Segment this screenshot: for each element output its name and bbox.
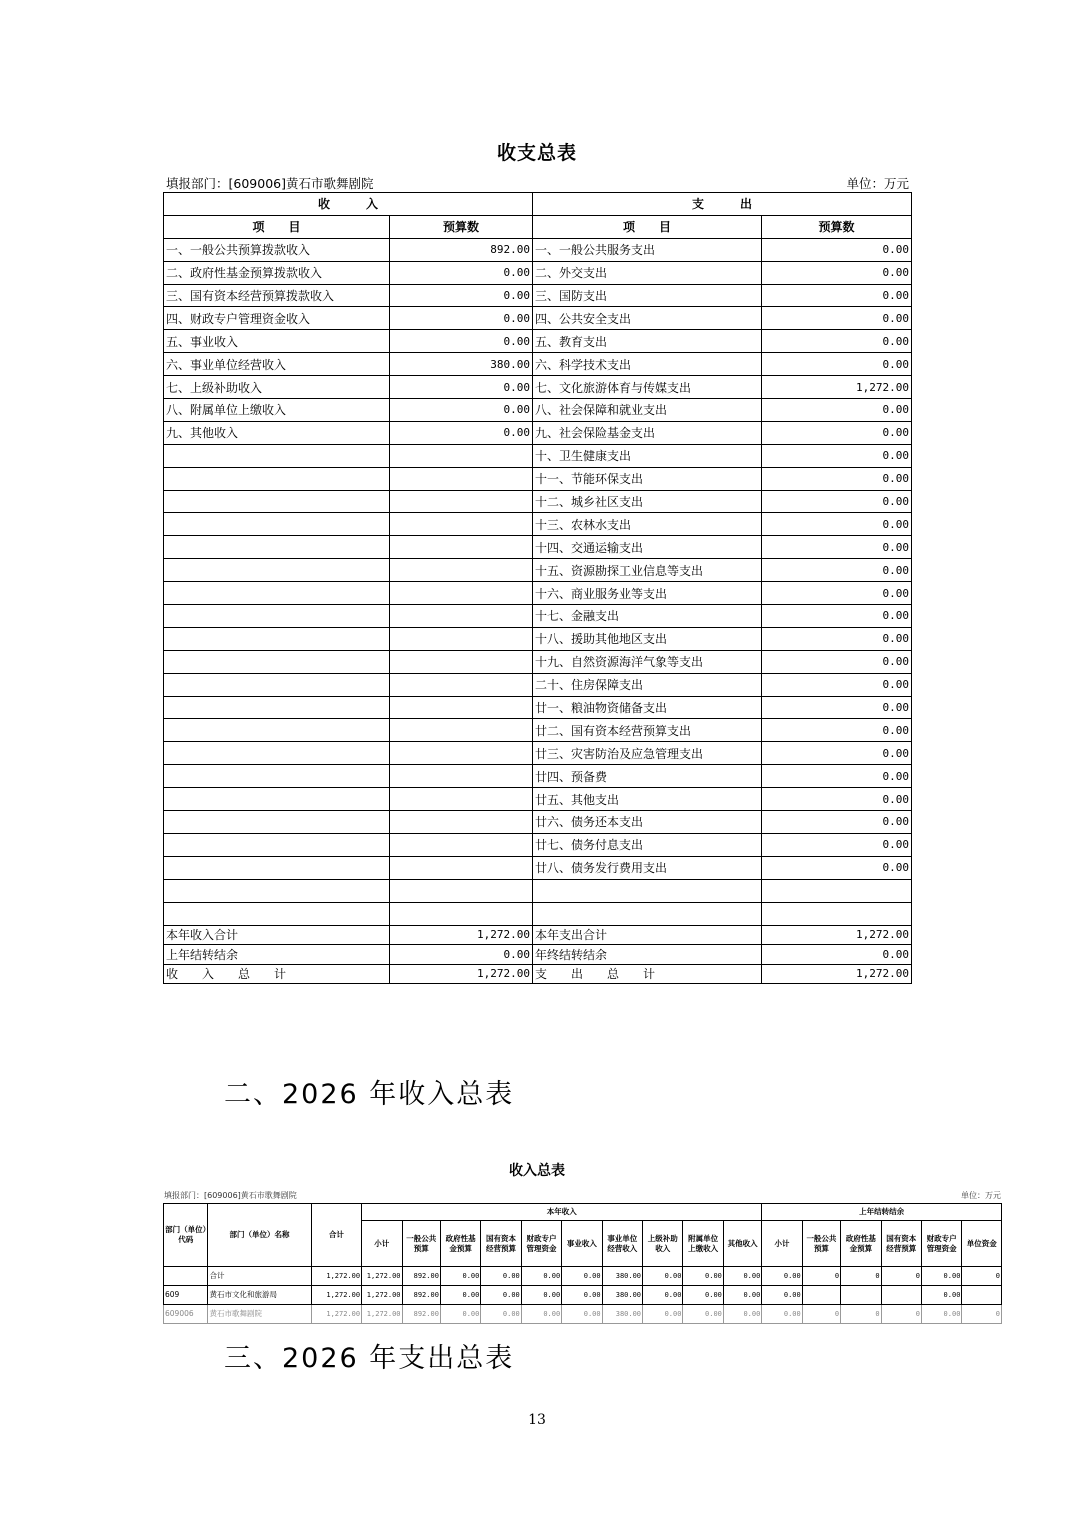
- expense-item: 廿一、粮油物资储备支出: [533, 696, 762, 719]
- rows-row: [164, 421, 912, 444]
- income-value: [390, 490, 533, 513]
- expense-item: 六、科学技术支出: [533, 353, 762, 376]
- t2-value: 0: [962, 1305, 1002, 1324]
- expense-value: 0.00: [762, 582, 912, 605]
- t2-value: 0.00: [762, 1305, 802, 1324]
- t2-prior-subheader: 小计: [762, 1221, 802, 1267]
- t2-value: 1,272.00: [362, 1286, 402, 1305]
- t2-value: 0.00: [921, 1286, 961, 1305]
- income-value: 0.00: [390, 376, 533, 399]
- t2-value: 0.00: [643, 1286, 683, 1305]
- income-value: [390, 902, 533, 925]
- expense-item: 本年支出合计: [533, 925, 762, 945]
- income-section-header: 收 入: [164, 193, 533, 216]
- expense-value: 0.00: [762, 238, 912, 261]
- rows-row: [164, 879, 912, 902]
- table1-unit: 单位：万元: [846, 176, 909, 191]
- expense-item: 八、社会保障和就业支出: [533, 399, 762, 422]
- summary-table: [163, 192, 912, 984]
- income-summary-table: [163, 1203, 1002, 1324]
- expense-item: 廿四、预备费: [533, 765, 762, 788]
- t2-current-subheader: 附属单位上缴收入: [683, 1221, 723, 1267]
- expense-value: 0.00: [762, 353, 912, 376]
- income-item: 三、国有资本经营预算拨款收入: [164, 284, 390, 307]
- income-item: [164, 444, 390, 467]
- rows-row: [164, 284, 912, 307]
- t2-current-subheader: 其他收入: [723, 1221, 761, 1267]
- income-value: 1,272.00: [390, 925, 533, 945]
- t2-value: [802, 1286, 840, 1305]
- expense-item: 十三、农林水支出: [533, 513, 762, 536]
- income-item: 七、上级补助收入: [164, 376, 390, 399]
- expense-value: [762, 902, 912, 925]
- t2-value: 0: [881, 1305, 921, 1324]
- t2-code: [164, 1267, 208, 1286]
- table1-dept: 填报部门：[609006]黄石市歌舞剧院: [166, 176, 374, 191]
- t2-value: 380.00: [602, 1305, 642, 1324]
- income-item: [164, 627, 390, 650]
- t2-current-subheader: 政府性基金预算: [440, 1221, 480, 1267]
- expense-item: [533, 902, 762, 925]
- t2-value: 0.00: [643, 1305, 683, 1324]
- income-value: [390, 467, 533, 490]
- income-budget-header: 预算数: [390, 215, 533, 238]
- income-value: [390, 879, 533, 902]
- income-value: [390, 605, 533, 628]
- t2-value: 0.00: [683, 1286, 723, 1305]
- expense-value: 0.00: [762, 788, 912, 811]
- t2-value: 1,272.00: [311, 1267, 362, 1286]
- t2-value: 380.00: [602, 1286, 642, 1305]
- income-item: [164, 605, 390, 628]
- expense-item: 廿七、债务付息支出: [533, 833, 762, 856]
- expense-value: 0.00: [762, 811, 912, 834]
- rows-row: [164, 719, 912, 742]
- income-item: 收 入 总 计: [164, 964, 390, 984]
- rows-row: [164, 444, 912, 467]
- t2-value: 0: [802, 1305, 840, 1324]
- expense-item: 二十、住房保障支出: [533, 673, 762, 696]
- expense-value: 0.00: [762, 330, 912, 353]
- t2-value: 380.00: [602, 1267, 642, 1286]
- t2-value: 0.00: [481, 1267, 521, 1286]
- income-value: [390, 536, 533, 559]
- expense-value: 1,272.00: [762, 925, 912, 945]
- expense-value: 0.00: [762, 284, 912, 307]
- t2-value: 892.00: [402, 1305, 440, 1324]
- expense-value: 1,272.00: [762, 964, 912, 984]
- income-item: [164, 559, 390, 582]
- t2-name-header: 部门（单位）名称: [208, 1204, 311, 1267]
- rows-row: [164, 856, 912, 879]
- t2-value: [962, 1286, 1002, 1305]
- expense-value: 0.00: [762, 833, 912, 856]
- expense-value: 0.00: [762, 467, 912, 490]
- t2-value: 0.00: [683, 1267, 723, 1286]
- t2-value: 0.00: [683, 1305, 723, 1324]
- expense-section-header: 支 出: [533, 193, 912, 216]
- income-value: 0.00: [390, 399, 533, 422]
- t2-value: 0.00: [481, 1305, 521, 1324]
- section-heading-expense: 三、2026 年支出总表: [224, 1343, 515, 1374]
- rows-row: [164, 376, 912, 399]
- income-item: [164, 513, 390, 536]
- expense-item: 廿五、其他支出: [533, 788, 762, 811]
- t2-row: [164, 1267, 1002, 1286]
- income-value: [390, 673, 533, 696]
- expense-item: 十四、交通运输支出: [533, 536, 762, 559]
- t2-value: 0.00: [762, 1286, 802, 1305]
- t2-value: 0: [841, 1267, 881, 1286]
- t2-value: 1,272.00: [311, 1286, 362, 1305]
- expense-item: 年终结转结余: [533, 945, 762, 965]
- t2-value: [841, 1286, 881, 1305]
- rows-row: [164, 238, 912, 261]
- page-number: 13: [528, 1412, 546, 1428]
- t2-current-header: 本年收入: [362, 1204, 762, 1221]
- section-heading-income: 二、2026 年收入总表: [224, 1079, 515, 1110]
- t2-current-subheader: 上级补助收入: [643, 1221, 683, 1267]
- expense-value: 0.00: [762, 605, 912, 628]
- income-item: [164, 582, 390, 605]
- t2-value: 0.00: [481, 1286, 521, 1305]
- expense-value: 0.00: [762, 536, 912, 559]
- t2-total-header: 合计: [311, 1204, 362, 1267]
- income-item: [164, 536, 390, 559]
- expense-value: 0.00: [762, 742, 912, 765]
- income-value: 1,272.00: [390, 964, 533, 984]
- expense-value: 0.00: [762, 673, 912, 696]
- income-item: [164, 879, 390, 902]
- t2-value: 0.00: [723, 1267, 761, 1286]
- rows-row: [164, 307, 912, 330]
- income-value: [390, 833, 533, 856]
- t2-value: 0.00: [440, 1305, 480, 1324]
- income-item: [164, 467, 390, 490]
- rows-row: [164, 559, 912, 582]
- rows-row: [164, 833, 912, 856]
- rows-row: [164, 650, 912, 673]
- t2-value: 0.00: [562, 1267, 602, 1286]
- income-item: 四、财政专户管理资金收入: [164, 307, 390, 330]
- income-item: 上年结转结余: [164, 945, 390, 965]
- expense-item: 三、国防支出: [533, 284, 762, 307]
- income-value: 380.00: [390, 353, 533, 376]
- t2-code-header: 部门（单位）代码: [164, 1204, 208, 1267]
- income-value: [390, 856, 533, 879]
- t2-value: 892.00: [402, 1286, 440, 1305]
- rows-row: [164, 902, 912, 925]
- expense-item: 十六、商业服务业等支出: [533, 582, 762, 605]
- income-item: [164, 696, 390, 719]
- rows-row: [164, 742, 912, 765]
- t2-value: 0.00: [562, 1286, 602, 1305]
- expense-item: 七、文化旅游体育与传媒支出: [533, 376, 762, 399]
- expense-item: 十、卫生健康支出: [533, 444, 762, 467]
- rows-row: [164, 467, 912, 490]
- t2-value: 0.00: [440, 1286, 480, 1305]
- expense-budget-header: 预算数: [762, 215, 912, 238]
- t2-current-subheader: 小计: [362, 1221, 402, 1267]
- expense-item: 十七、金融支出: [533, 605, 762, 628]
- income-item: 六、事业单位经营收入: [164, 353, 390, 376]
- t2-value: 0.00: [521, 1267, 561, 1286]
- rows-row: [164, 536, 912, 559]
- expense-value: 0.00: [762, 719, 912, 742]
- rows-row: [164, 673, 912, 696]
- expense-item: 九、社会保险基金支出: [533, 421, 762, 444]
- rows-row: [164, 261, 912, 284]
- t2-value: 0: [881, 1267, 921, 1286]
- expense-item: 廿三、灾害防治及应急管理支出: [533, 742, 762, 765]
- expense-item: 二、外交支出: [533, 261, 762, 284]
- t2-value: 0.00: [643, 1267, 683, 1286]
- rows-row: [164, 788, 912, 811]
- income-item: [164, 490, 390, 513]
- t2-name: 黄石市文化和旅游局: [208, 1286, 311, 1305]
- expense-item-header: 项 目: [533, 215, 762, 238]
- expense-value: 0.00: [762, 696, 912, 719]
- t2-value: 0.00: [723, 1286, 761, 1305]
- rows-row: [164, 605, 912, 628]
- t2-value: 0: [962, 1267, 1002, 1286]
- t2-value: [881, 1286, 921, 1305]
- income-value: [390, 582, 533, 605]
- t2-value: 0.00: [521, 1305, 561, 1324]
- income-item: 九、其他收入: [164, 421, 390, 444]
- t2-value: 0: [841, 1305, 881, 1324]
- income-value: 0.00: [390, 307, 533, 330]
- expense-item: 廿八、债务发行费用支出: [533, 856, 762, 879]
- t2-value: 1,272.00: [311, 1305, 362, 1324]
- income-item: 二、政府性基金预算拨款收入: [164, 261, 390, 284]
- expense-value: 0.00: [762, 765, 912, 788]
- income-item: [164, 650, 390, 673]
- expense-value: 0.00: [762, 421, 912, 444]
- rows-row: [164, 353, 912, 376]
- income-value: 892.00: [390, 238, 533, 261]
- expense-item: [533, 879, 762, 902]
- income-item: 本年收入合计: [164, 925, 390, 945]
- expense-item: 一、一般公共服务支出: [533, 238, 762, 261]
- income-value: [390, 513, 533, 536]
- income-value: [390, 811, 533, 834]
- t2-prior-subheader: 政府性基金预算: [841, 1221, 881, 1267]
- expense-item: 十一、节能环保支出: [533, 467, 762, 490]
- t2-current-subheader: 国有资本经营预算: [481, 1221, 521, 1267]
- rows-row: [164, 627, 912, 650]
- rows-row: [164, 513, 912, 536]
- expense-value: 0.00: [762, 856, 912, 879]
- expense-item: 四、公共安全支出: [533, 307, 762, 330]
- income-item: [164, 719, 390, 742]
- income-item: [164, 811, 390, 834]
- t2-current-subheader: 事业收入: [562, 1221, 602, 1267]
- table2-dept: 填报部门：[609006]黄石市歌舞剧院: [164, 1191, 297, 1200]
- totals-row: [164, 925, 912, 945]
- expense-item: 五、教育支出: [533, 330, 762, 353]
- totals-row: [164, 964, 912, 984]
- t2-prior-subheader: 单位资金: [962, 1221, 1002, 1267]
- expense-value: 0.00: [762, 945, 912, 965]
- rows-row: [164, 696, 912, 719]
- rows-row: [164, 490, 912, 513]
- t2-prior-subheader: 一般公共预算: [802, 1221, 840, 1267]
- expense-value: 0.00: [762, 559, 912, 582]
- income-item: [164, 765, 390, 788]
- income-value: [390, 559, 533, 582]
- t2-value: 0.00: [440, 1267, 480, 1286]
- t2-prior-subheader: 财政专户管理资金: [921, 1221, 961, 1267]
- income-item: [164, 673, 390, 696]
- expense-item: 支 出 总 计: [533, 964, 762, 984]
- expense-item: 十二、城乡社区支出: [533, 490, 762, 513]
- t2-value: 0.00: [562, 1305, 602, 1324]
- income-item: 五、事业收入: [164, 330, 390, 353]
- income-value: [390, 650, 533, 673]
- income-value: [390, 719, 533, 742]
- t2-value: 1,272.00: [362, 1267, 402, 1286]
- expense-item: 十五、资源勘探工业信息等支出: [533, 559, 762, 582]
- income-value: [390, 444, 533, 467]
- expense-item: 廿六、债务还本支出: [533, 811, 762, 834]
- t2-code: 609: [164, 1286, 208, 1305]
- totals-row: [164, 945, 912, 965]
- t2-prior-header: 上年结转结余: [762, 1204, 1002, 1221]
- t2-value: 0.00: [762, 1267, 802, 1286]
- table2-title: 收入总表: [509, 1163, 565, 1179]
- expense-item: 十九、自然资源海洋气象等支出: [533, 650, 762, 673]
- income-item: 一、一般公共预算拨款收入: [164, 238, 390, 261]
- t2-code: 609006: [164, 1305, 208, 1324]
- t2-value: 1,272.00: [362, 1305, 402, 1324]
- expense-item: 十八、援助其他地区支出: [533, 627, 762, 650]
- t2-prior-subheader: 国有资本经营预算: [881, 1221, 921, 1267]
- income-item: [164, 742, 390, 765]
- expense-value: 0.00: [762, 627, 912, 650]
- expense-value: 1,272.00: [762, 376, 912, 399]
- income-value: 0.00: [390, 421, 533, 444]
- income-value: 0.00: [390, 945, 533, 965]
- t2-value: 0.00: [723, 1305, 761, 1324]
- expense-value: 0.00: [762, 399, 912, 422]
- income-item: [164, 788, 390, 811]
- expense-value: 0.00: [762, 513, 912, 536]
- rows-row: [164, 765, 912, 788]
- t2-value: 0.00: [921, 1305, 961, 1324]
- t2-name: 合计: [208, 1267, 311, 1286]
- t2-value: 0.00: [921, 1267, 961, 1286]
- income-item: [164, 902, 390, 925]
- table2-unit: 单位：万元: [961, 1191, 1001, 1200]
- income-value: [390, 742, 533, 765]
- expense-item: 廿二、国有资本经营预算支出: [533, 719, 762, 742]
- rows-row: [164, 811, 912, 834]
- rows-row: [164, 399, 912, 422]
- income-value: 0.00: [390, 330, 533, 353]
- expense-value: 0.00: [762, 490, 912, 513]
- expense-value: 0.00: [762, 444, 912, 467]
- income-item-header: 项 目: [164, 215, 390, 238]
- income-value: 0.00: [390, 284, 533, 307]
- rows-row: [164, 330, 912, 353]
- income-value: [390, 765, 533, 788]
- t2-current-subheader: 事业单位经营收入: [602, 1221, 642, 1267]
- income-item: [164, 833, 390, 856]
- expense-value: 0.00: [762, 261, 912, 284]
- income-value: 0.00: [390, 261, 533, 284]
- table1-title: 收支总表: [496, 142, 577, 164]
- t2-row: [164, 1286, 1002, 1305]
- income-value: [390, 788, 533, 811]
- income-value: [390, 696, 533, 719]
- expense-value: 0.00: [762, 307, 912, 330]
- expense-value: [762, 879, 912, 902]
- income-item: [164, 856, 390, 879]
- t2-value: 892.00: [402, 1267, 440, 1286]
- t2-current-subheader: 财政专户管理资金: [521, 1221, 561, 1267]
- t2-value: 0.00: [521, 1286, 561, 1305]
- expense-value: 0.00: [762, 650, 912, 673]
- income-item: 八、附属单位上缴收入: [164, 399, 390, 422]
- t2-value: 0: [802, 1267, 840, 1286]
- rows-row: [164, 582, 912, 605]
- t2-row: [164, 1305, 1002, 1324]
- t2-current-subheader: 一般公共预算: [402, 1221, 440, 1267]
- income-value: [390, 627, 533, 650]
- t2-name: 黄石市歌舞剧院: [208, 1305, 311, 1324]
